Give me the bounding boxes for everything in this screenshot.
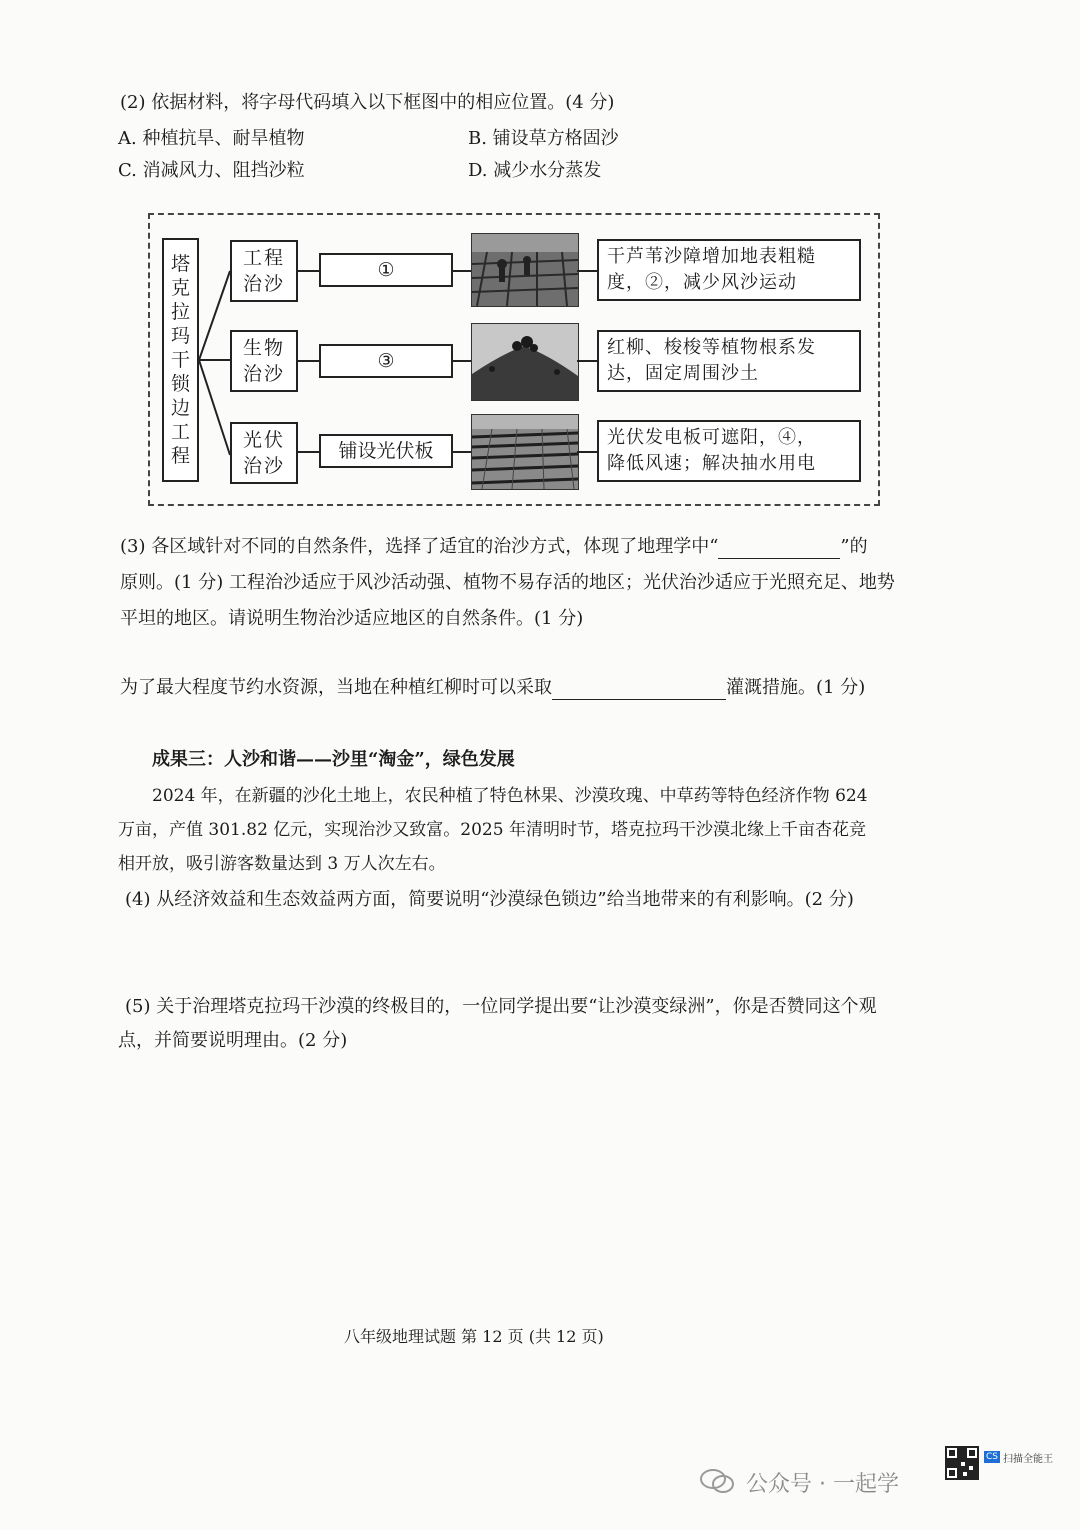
wechat-icon (700, 1468, 736, 1494)
option-a: A. 种植抗旱、耐旱植物 (118, 128, 305, 149)
connector (453, 270, 471, 272)
section3-para-line1: 2024 年，在新疆的沙化土地上，农民种植了特色林果、沙漠玫瑰、中草药等特色经济作物 624 (152, 786, 868, 806)
effect-box-2: 红柳、梭梭等植物根系发 达，固定周围沙土 (597, 330, 861, 392)
root-char: 克 (170, 277, 190, 299)
q5-line1: (5) 关于治理塔克拉玛干沙漠的终极目的，一位同学提出要“让沙漠变绿洲”，你是否赞同这个观 (125, 996, 877, 1017)
q2-prompt: (2) 依据材料，将字母代码填入以下框图中的相应位置。(4 分) (120, 92, 615, 113)
page-footer: 八年级地理试题 第 12 页 (共 12 页) (344, 1327, 604, 1346)
measure-blank-1: ① (319, 253, 453, 287)
option-d: D. 减少水分蒸发 (468, 160, 602, 181)
q3-line3: 平坦的地区。请说明生物治沙适应地区的自然条件。(1 分) (120, 608, 584, 629)
connector (298, 270, 319, 272)
q5-line2: 点，并简要说明理由。(2 分) (118, 1030, 348, 1051)
section3-para-line2: 万亩，产值 301.82 亿元，实现治沙又致富。2025 年清明时节，塔克拉玛干沙漠北缘上千亩杏花竞 (118, 820, 866, 840)
root-char: 干 (170, 349, 190, 371)
category-biological: 生物 治沙 (230, 330, 298, 392)
connector (577, 451, 597, 453)
connector (298, 451, 319, 453)
watermark-text: 公众号 · 一起学 (746, 1472, 899, 1497)
connector (577, 360, 597, 362)
connector (298, 360, 319, 362)
option-c: C. 消减风力、阻挡沙粒 (118, 160, 305, 181)
effect-box-3: 光伏发电板可遮阳，④， 降低风速；解决抽水用电 (597, 420, 861, 482)
root-char: 玛 (170, 325, 190, 347)
root-connectors (199, 265, 232, 470)
answer-blank-irrigation[interactable] (552, 679, 726, 700)
category-engineering: 工程 治沙 (230, 240, 298, 302)
measure-blank-3: ③ (319, 344, 453, 378)
q4-prompt: (4) 从经济效益和生态效益两方面，简要说明“沙漠绿色锁边”给当地带来的有利影响。(2 分) (125, 889, 854, 910)
photo-straw-checkerboard (471, 233, 579, 307)
q3-line4: 为了最大程度节约水资源，当地在种植红柳时可以采取 灌溉措施。(1 分) (120, 677, 866, 698)
section3-heading: 成果三：人沙和谐——沙里“淘金”，绿色发展 (152, 749, 515, 770)
root-char: 拉 (170, 301, 190, 323)
answer-blank-principle[interactable] (718, 538, 840, 559)
scanner-logo-icon: CS (986, 1452, 998, 1462)
connector (453, 451, 471, 453)
root-char: 程 (170, 445, 190, 467)
measure-solar-panels: 铺设光伏板 (319, 434, 453, 468)
scanner-badge: CS 扫描全能王 (986, 1452, 1053, 1465)
root-char: 工 (170, 421, 190, 443)
root-box (162, 238, 199, 482)
connector (577, 270, 597, 272)
effect-box-1: 干芦苇沙障增加地表粗糙 度，②，减少风沙运动 (597, 239, 861, 301)
qr-code-icon (945, 1446, 979, 1480)
photo-solar-array (471, 414, 579, 490)
connector (453, 360, 471, 362)
photo-vegetation-dune (471, 323, 579, 401)
option-b: B. 铺设草方格固沙 (468, 128, 619, 149)
q3-line1: (3) 各区域针对不同的自然条件，选择了适宜的治沙方式，体现了地理学中“ ”的 (120, 536, 868, 557)
q3-line2: 原则。(1 分) 工程治沙适应于风沙活动强、植物不易存活的地区；光伏治沙适应于光照充足、地势 (120, 572, 895, 593)
root-char: 塔 (170, 253, 190, 275)
root-char: 锁 (170, 373, 190, 395)
section3-para-line3: 相开放，吸引游客数量达到 3 万人次左右。 (118, 854, 446, 874)
root-char: 边 (170, 397, 190, 419)
category-photovoltaic: 光伏 治沙 (230, 422, 298, 484)
